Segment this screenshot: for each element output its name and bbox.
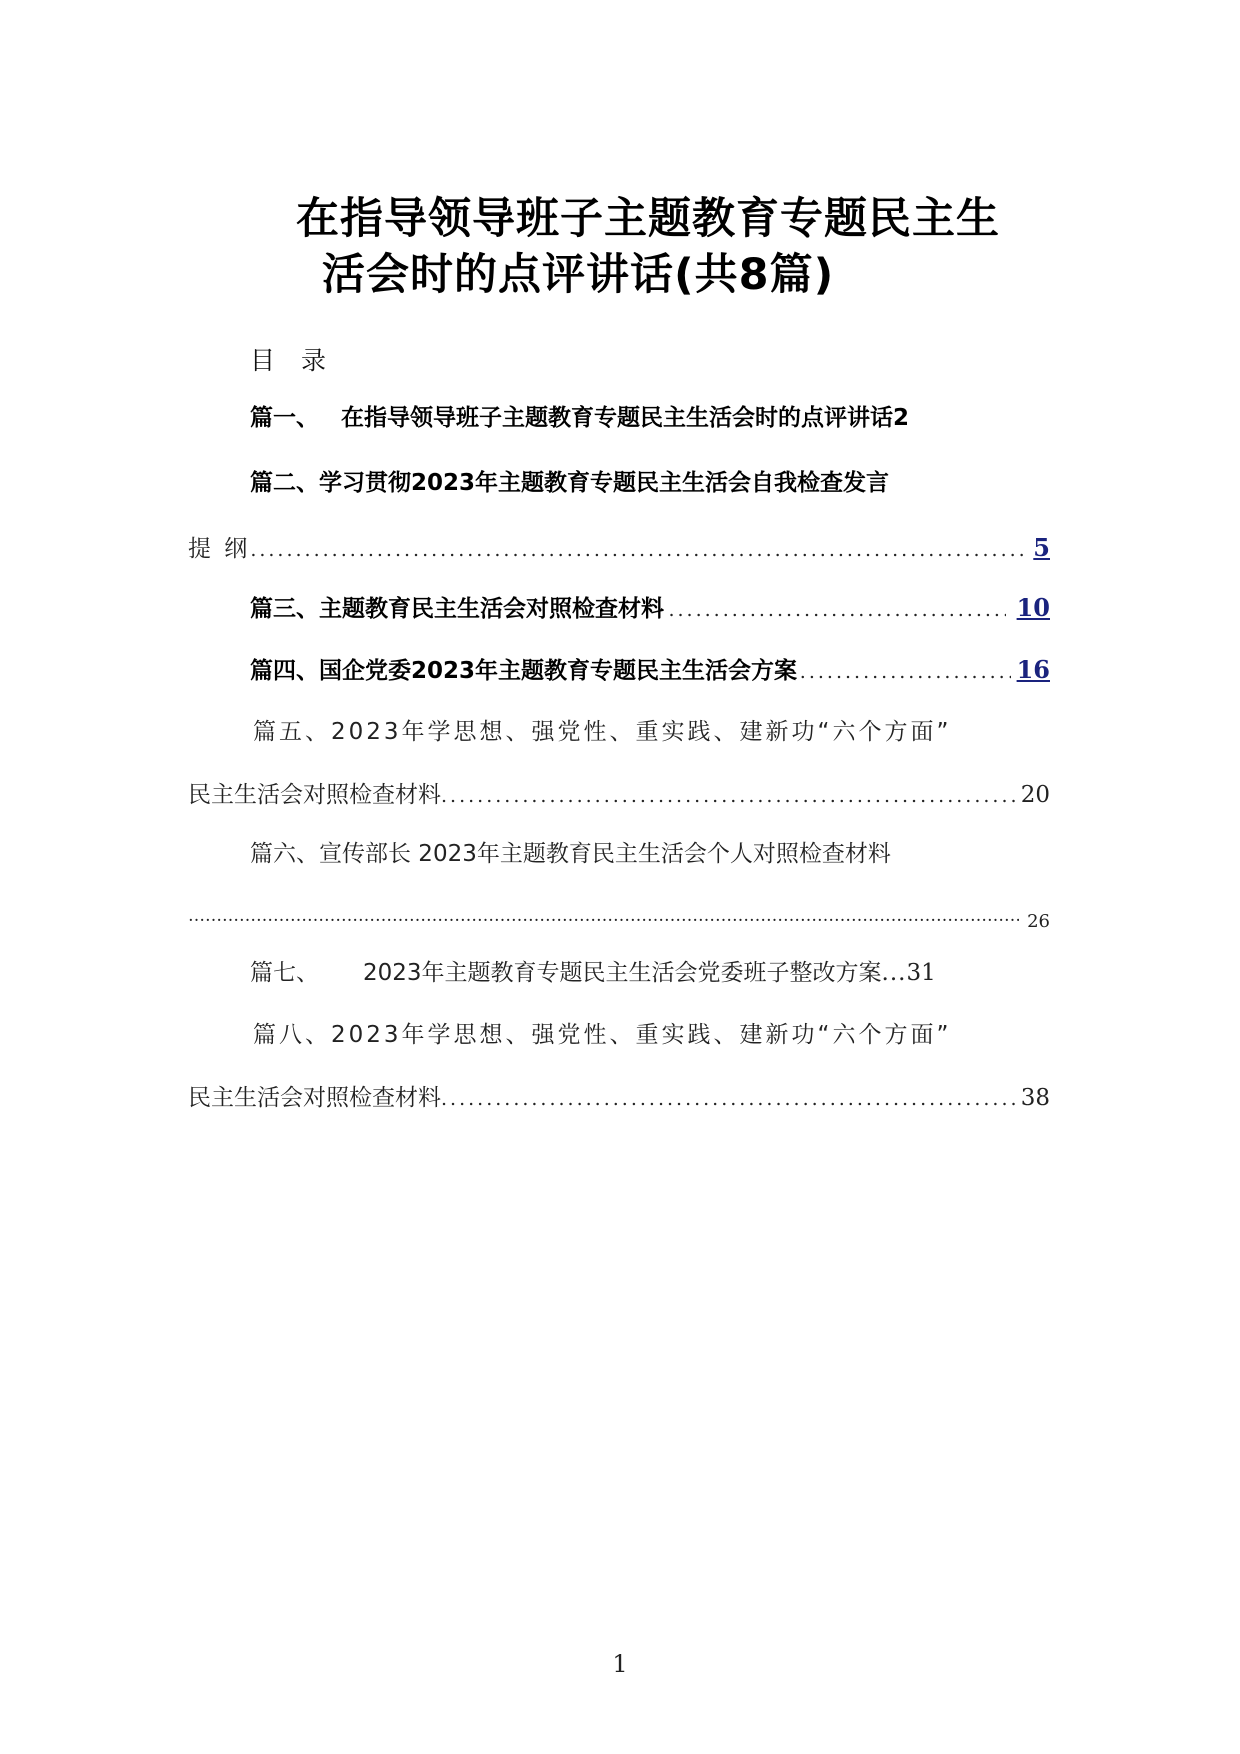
toc-heading-char-2: 录 [301,346,327,375]
toc-entry-7-page: 31 [906,960,936,986]
toc-entry-7[interactable]: 篇七、 2023年主题教育专题民主生活会党委班子整改方案 ... 31 [250,955,1050,991]
toc-entry-5-page: 20 [1020,782,1050,808]
toc-entry-6-page: 26 [1027,911,1050,932]
toc-entry-2-leader [250,532,1027,568]
toc-entry-8-line-2[interactable] [188,1080,1050,1116]
toc-entry-1-prefix: 篇一、 [250,405,319,431]
title-line-2: 活会时的点评讲话(共8篇) [322,250,835,300]
toc-entry-3-text: 篇三、主题教育民主生活会对照检查材料 [250,596,664,622]
toc-entry-7-text: 2023年主题教育专题民主生活会党委班子整改方案 [363,960,882,986]
toc-entry-4-text: 篇四、国企党委2023年主题教育专题民主生活会方案 [250,658,798,684]
toc-entry-8-leader [441,1081,1015,1117]
toc-entry-2-line-2[interactable] [188,530,1050,566]
toc-entry-8-line-1[interactable] [253,1017,1053,1053]
toc-entry-3[interactable] [250,590,1050,626]
toc-entry-3-page[interactable]: 10 [1016,593,1050,622]
toc-entry-5-line-1[interactable] [253,714,1053,750]
toc-entry-1[interactable] [250,400,1050,436]
toc-entry-2-line-1[interactable] [250,465,1050,501]
toc-entry-6-leader [188,898,1019,934]
page-number: 1 [612,1650,628,1678]
toc-heading [250,344,352,378]
toc-entry-4[interactable] [250,652,1050,688]
title-line-1: 在指导领导班子主题教育专题民主生 [296,194,1000,244]
toc-entry-6-line-2[interactable] [188,898,1050,934]
toc-entry-5-line-2[interactable] [188,777,1050,813]
toc-entry-2-page[interactable]: 5 [1033,533,1050,562]
toc-entry-4-leader [800,654,1011,690]
toc-entry-5-text-cont: 民主生活会对照检查材料 [188,782,441,808]
toc-entry-8-text-cont: 民主生活会对照检查材料 [188,1085,441,1111]
toc-entry-4-page[interactable]: 16 [1016,655,1050,684]
toc-entry-5-leader [441,778,1015,814]
toc-entry-3-leader [668,592,1006,628]
toc-entry-8-page: 38 [1020,1085,1050,1111]
toc-entry-2-text-cont: 提 纲 [188,536,251,562]
toc-entry-1-page: 2 [893,405,910,431]
toc-entry-8-text: 篇八、2023年学思想、强党性、重实践、建新功“六个方面” [253,1022,952,1048]
toc-entry-7-prefix: 篇七、 [250,960,319,986]
toc-entry-2-text: 篇二、学习贯彻2023年主题教育专题民主生活会自我检查发言 [250,470,890,496]
toc-entry-5-text: 篇五、2023年学思想、强党性、重实践、建新功“六个方面” [253,719,952,745]
toc-entry-6-text: 篇六、宣传部长 2023年主题教育民主生活会个人对照检查材料 [250,841,891,867]
toc-heading-char-1: 目 [250,346,276,375]
toc-entry-1-text: 在指导领导班子主题教育专题民主生活会时的点评讲话 [341,405,893,431]
toc-entry-6-line-1[interactable] [250,836,1050,872]
